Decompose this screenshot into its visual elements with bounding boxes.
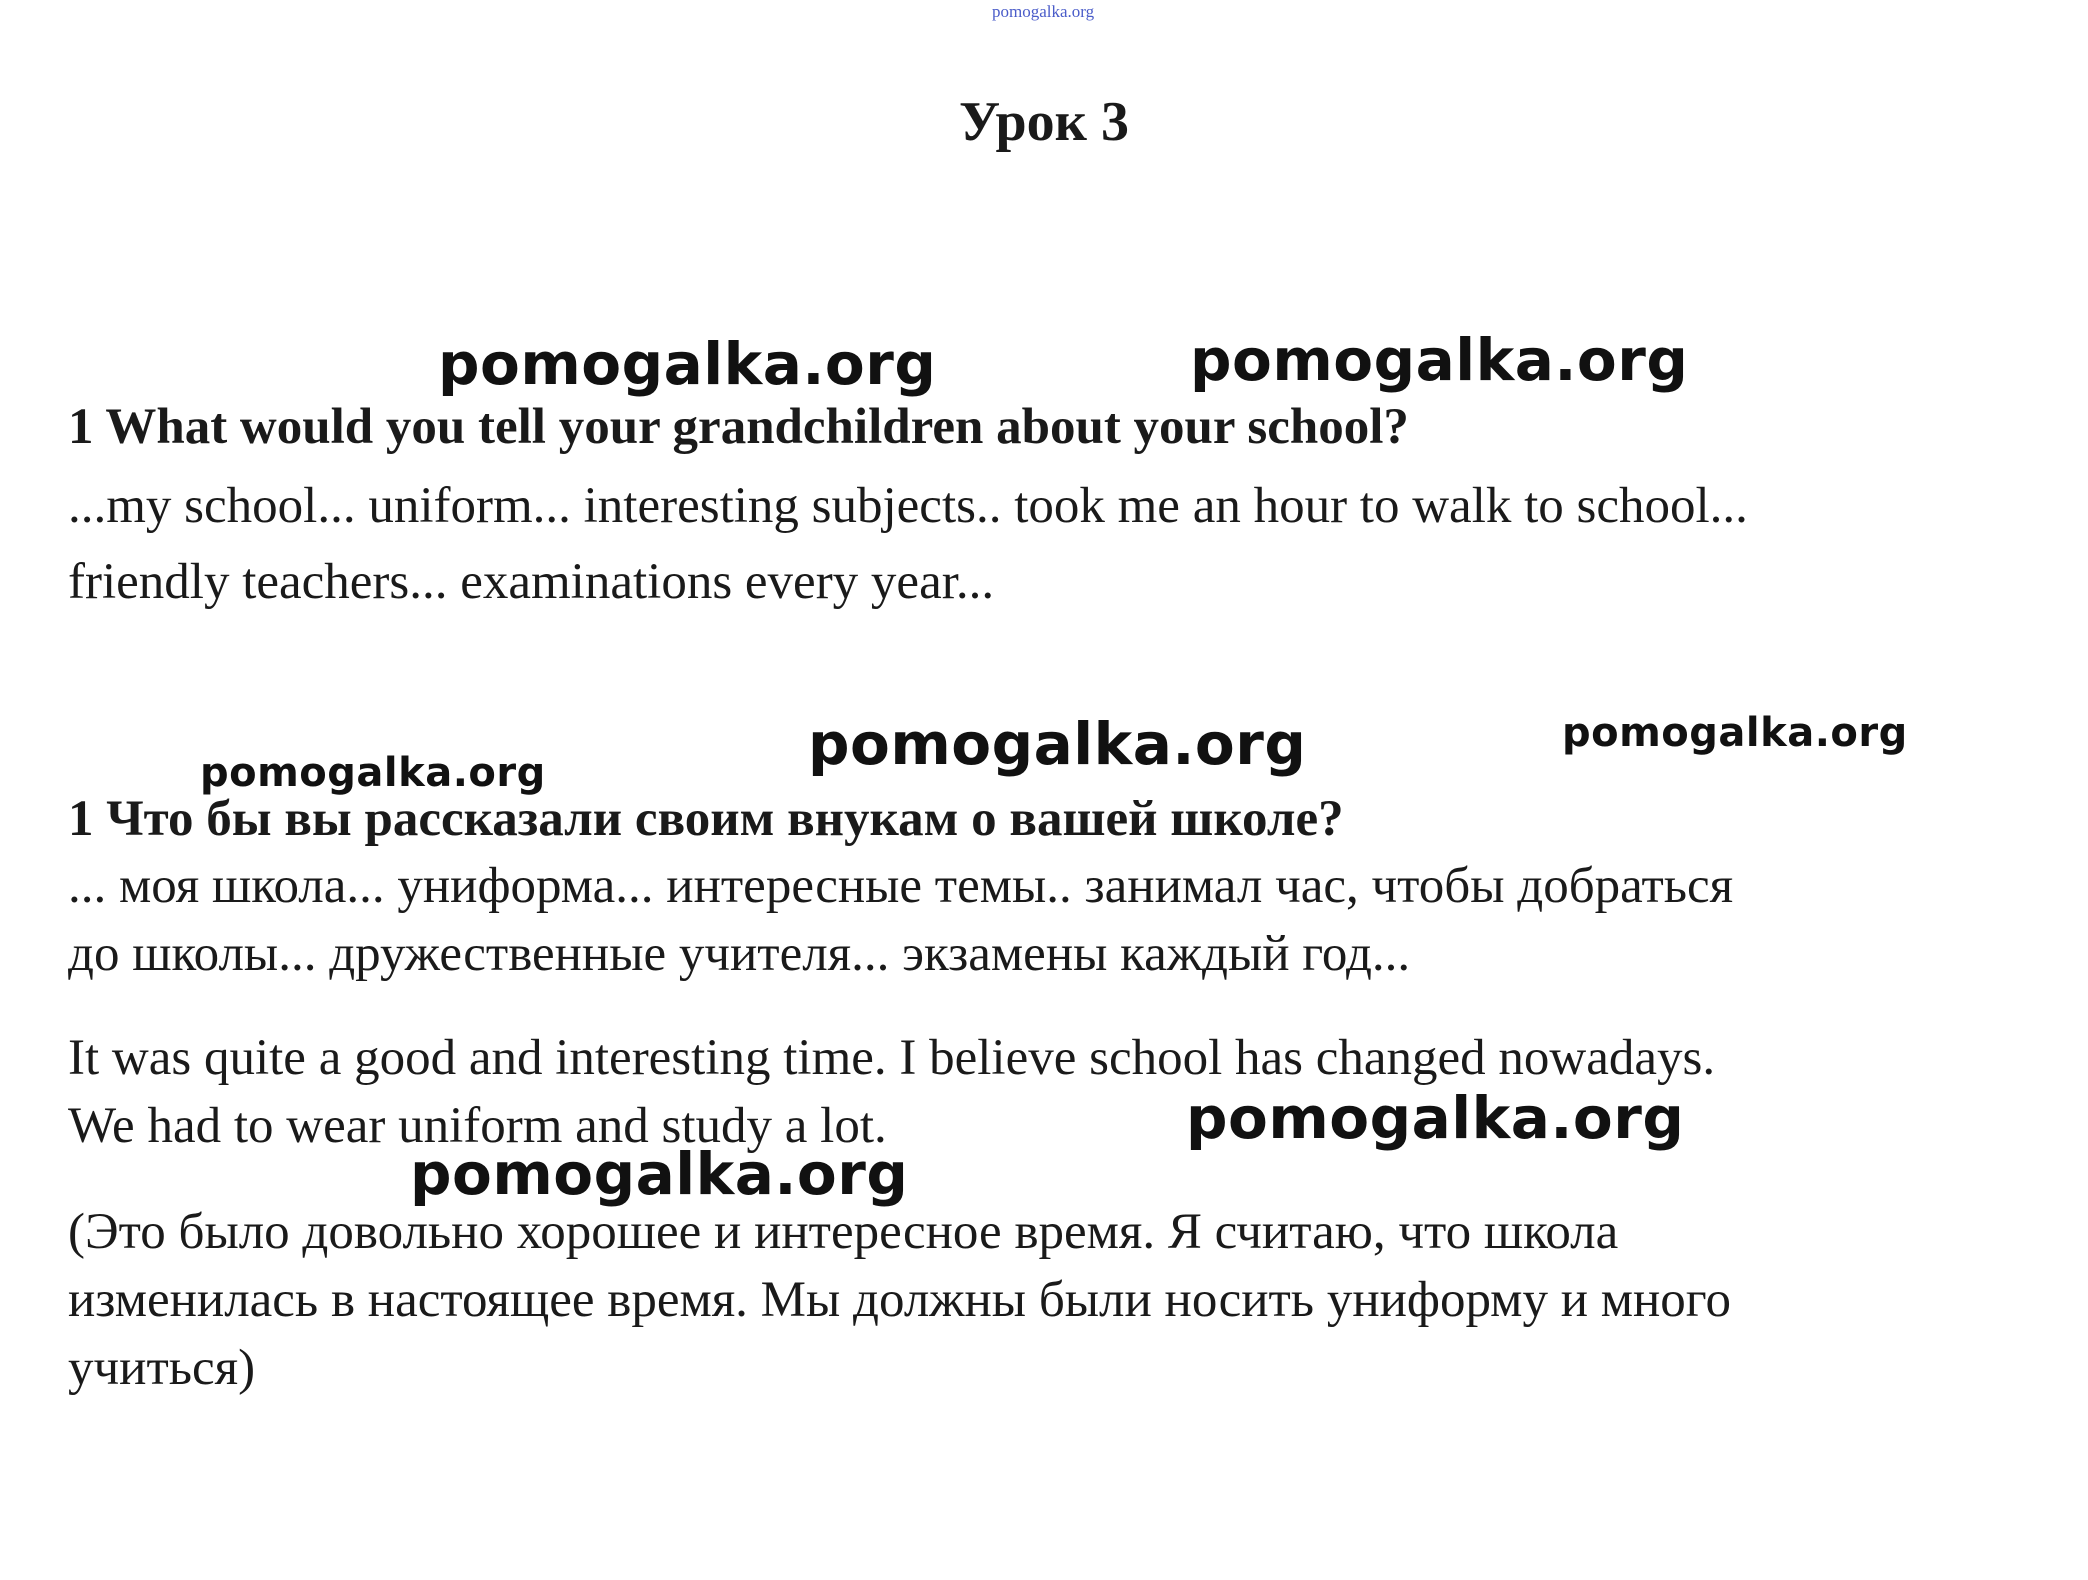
watermark: pomogalka.org (410, 1140, 909, 1208)
text-line: We had to wear uniform and study a lot. (68, 1098, 887, 1154)
question-english: 1 What would you tell your grandchildren about your school? (68, 399, 1409, 455)
watermark: pomogalka.org (1190, 326, 1689, 394)
watermark: pomogalka.org (438, 330, 937, 398)
text-line: ... моя школа... униформа... интересные темы.. занимал час, чтобы добраться (68, 858, 1734, 914)
text-line: учиться) (68, 1340, 256, 1396)
watermark: pomogalka.org (200, 750, 546, 796)
page-title: Урок 3 (959, 91, 1129, 153)
watermark: pomogalka.org (1562, 710, 1908, 756)
question-russian: 1 Что бы вы рассказали своим внукам о вашей школе? (68, 791, 1344, 847)
text-line: ...my school... uniform... interesting subjects.. took me an hour to walk to school... (68, 478, 1748, 534)
text-line: изменилась в настоящее время. Мы должны были носить униформу и много (68, 1272, 1731, 1328)
russian-hints (68, 852, 1733, 988)
text-line: friendly teachers... examinations every year... (68, 554, 995, 610)
text-line: (Это было довольно хорошее и интересное время. Я считаю, что школа (68, 1204, 1619, 1260)
text-line: до школы... дружественные учителя... экзамены каждый год... (68, 926, 1411, 982)
english-hints (68, 468, 1748, 620)
watermark: pomogalka.org (1186, 1084, 1685, 1152)
text-line: It was quite a good and interesting time. I believe school has changed nowadays. (68, 1030, 1716, 1086)
top-watermark[interactable]: pomogalka.org (992, 2, 1095, 21)
watermark: pomogalka.org (808, 710, 1307, 778)
answer-russian (68, 1198, 1731, 1402)
